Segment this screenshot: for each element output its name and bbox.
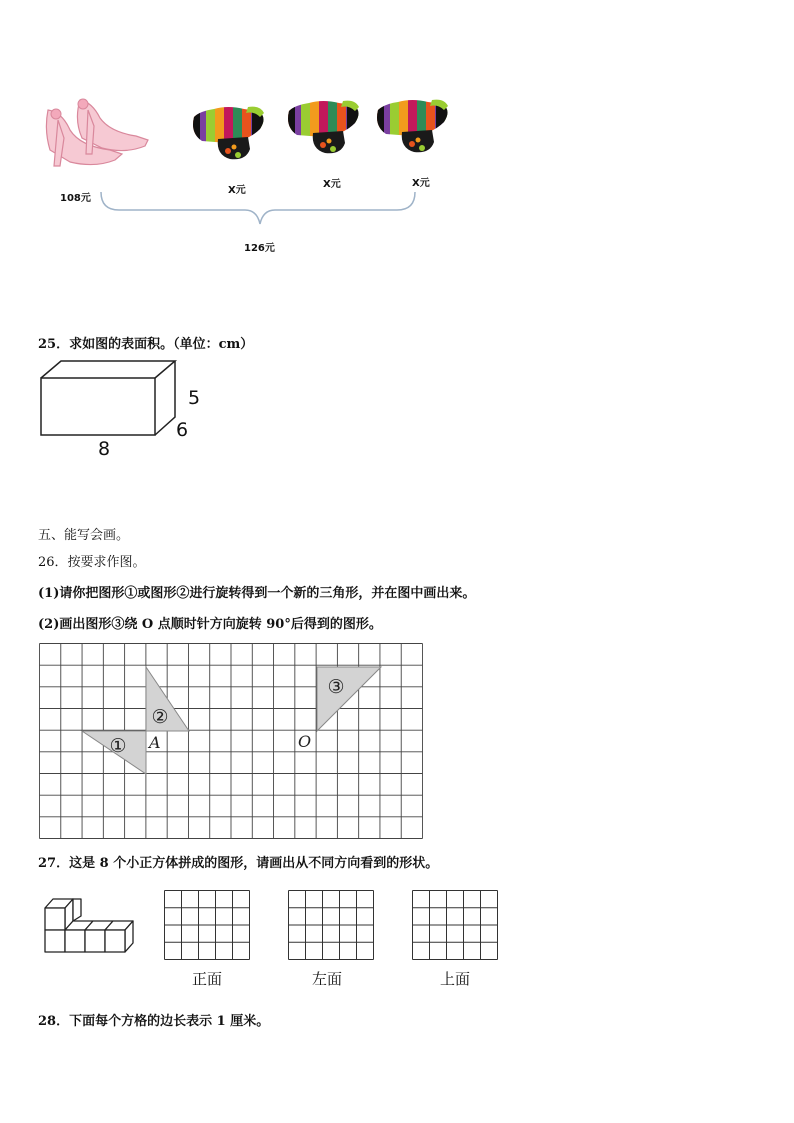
- rotation-grid: [39, 643, 423, 839]
- top-view-label: 上面: [440, 970, 471, 988]
- sock-image: [372, 96, 454, 156]
- question-26-item-2: (2)画出图形③绕 O 点顺时针方向旋转 90°后得到的图形。: [38, 617, 382, 632]
- shape-label-1: ①: [109, 735, 127, 757]
- shoe-price-label: 108元: [60, 193, 91, 204]
- point-label-o: O: [298, 732, 312, 751]
- cuboid-width-label: 6: [176, 419, 189, 441]
- question-26-prompt: 26．按要求作图。: [38, 555, 146, 570]
- sock-image: [283, 97, 365, 157]
- question-27-prompt: 27．这是 8 个小正方体拼成的图形，请画出从不同方向看到的形状。: [38, 856, 439, 871]
- cuboid-length-label: 8: [98, 438, 111, 460]
- cube-stack-figure: [42, 896, 132, 958]
- question-28-prompt: 28．下面每个方格的边长表示 1 厘米。: [38, 1014, 270, 1029]
- sock-price-label: X元: [228, 185, 246, 196]
- shape-label-3: ③: [327, 676, 345, 698]
- front-view-label: 正面: [192, 970, 223, 988]
- total-price-label: 126元: [244, 243, 275, 254]
- question-25-prompt: 25．求如图的表面积。（单位：cm）: [38, 337, 254, 352]
- question-26-item-1: (1)请你把图形①或图形②进行旋转得到一个新的三角形，并在图中画出来。: [38, 586, 476, 601]
- left-view-label: 左面: [312, 970, 343, 988]
- total-brace: [95, 190, 425, 230]
- cuboid-height-label: 5: [188, 387, 201, 409]
- shape-label-2: ②: [151, 706, 169, 728]
- sock-price-label: X元: [412, 178, 430, 189]
- section-five-title: 五、能写会画。: [38, 528, 130, 543]
- top-view-grid: [412, 890, 498, 960]
- sock-price-label: X元: [323, 179, 341, 190]
- left-view-grid: [288, 890, 374, 960]
- sock-image: [188, 103, 270, 163]
- point-label-a: A: [149, 733, 161, 752]
- front-view-grid: [164, 890, 250, 960]
- shoes-image: [40, 90, 150, 175]
